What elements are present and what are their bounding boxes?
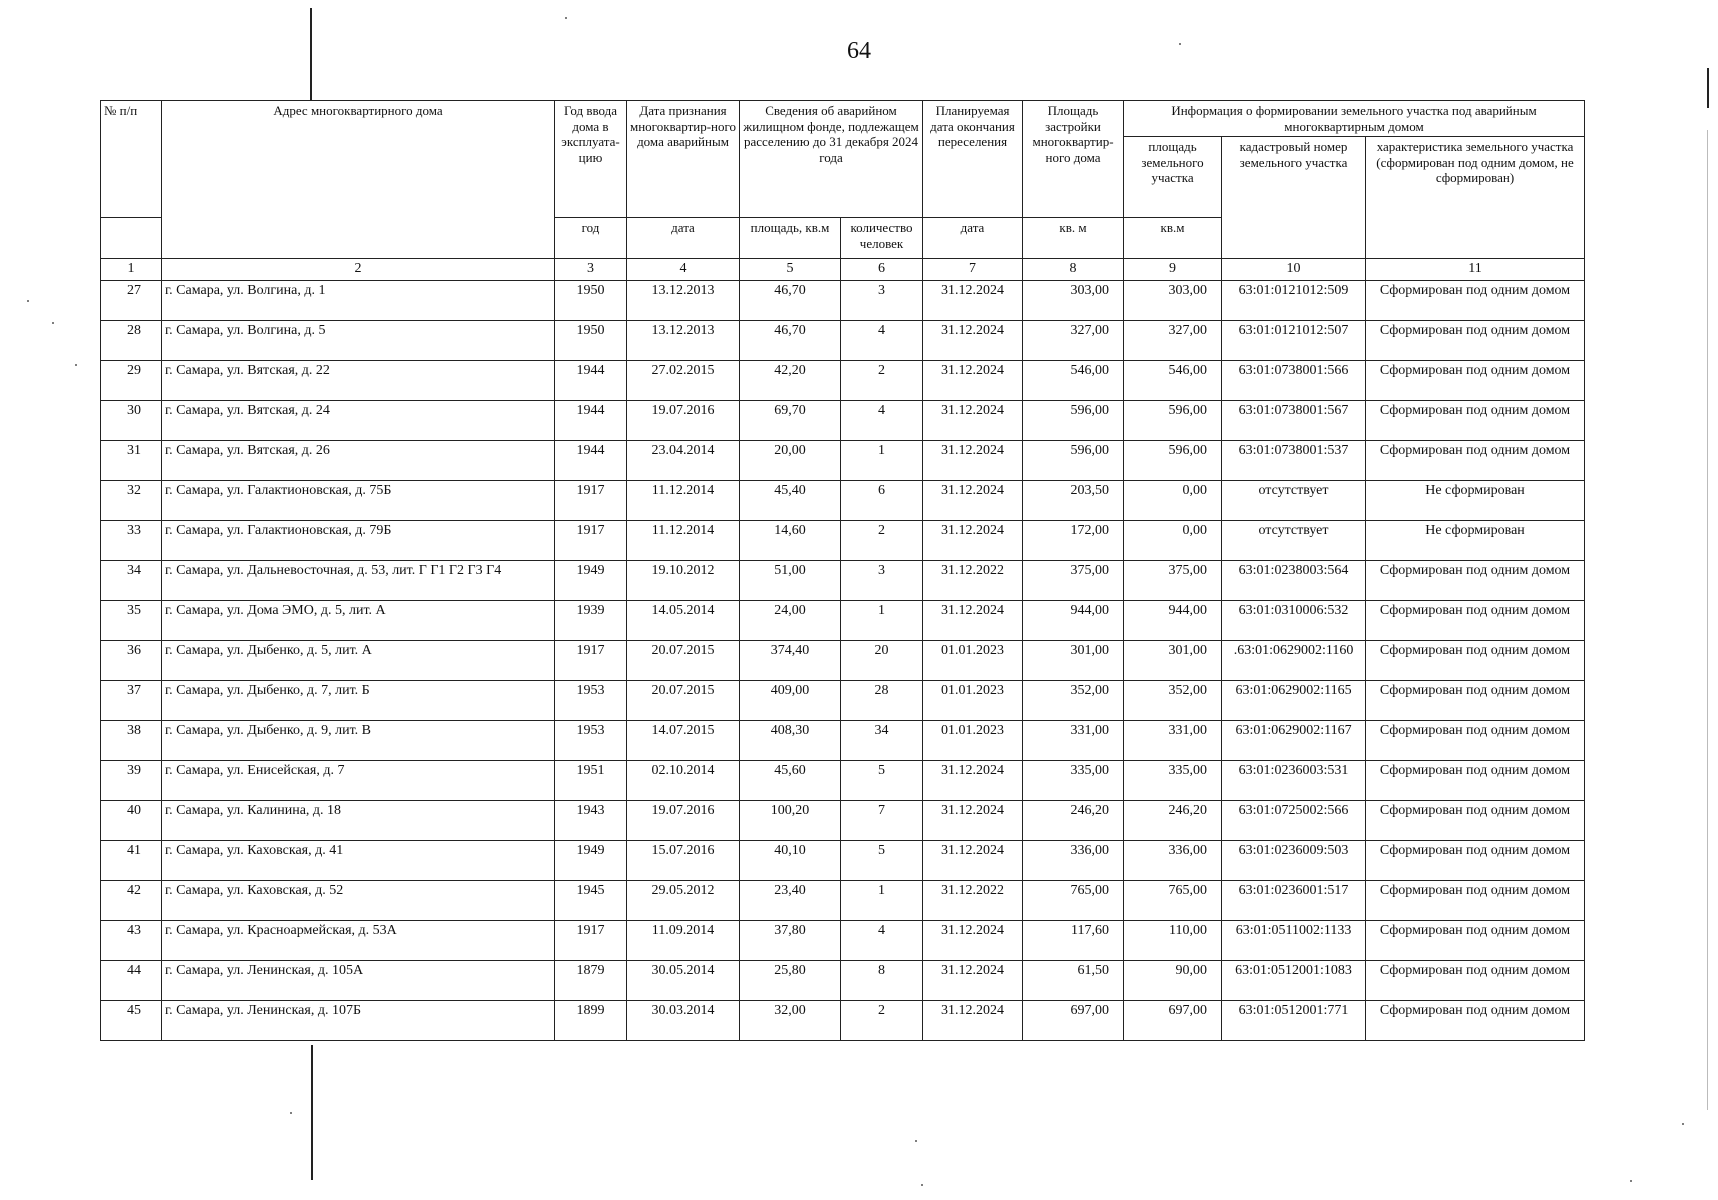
unit-land-area: кв.м	[1124, 218, 1222, 259]
row-cadastral-number: .63:01:0629002:1160	[1222, 641, 1366, 681]
row-people: 5	[841, 841, 923, 881]
row-number: 27	[101, 281, 162, 321]
row-planned-date: 01.01.2023	[923, 721, 1023, 761]
row-address: г. Самара, ул. Галактионовская, д. 79Б	[162, 521, 555, 561]
row-recognized-date: 30.03.2014	[627, 1001, 740, 1041]
row-address: г. Самара, ул. Ленинская, д. 105А	[162, 961, 555, 1001]
row-address: г. Самара, ул. Каховская, д. 52	[162, 881, 555, 921]
row-cadastral-number: 63:01:0121012:509	[1222, 281, 1366, 321]
row-recognized-date: 15.07.2016	[627, 841, 740, 881]
row-land-area: 110,00	[1124, 921, 1222, 961]
row-people: 2	[841, 361, 923, 401]
scan-speck	[75, 364, 77, 366]
row-people: 20	[841, 641, 923, 681]
row-people: 7	[841, 801, 923, 841]
row-cadastral-number: 63:01:0629002:1165	[1222, 681, 1366, 721]
row-planned-date: 31.12.2024	[923, 921, 1023, 961]
row-building-area: 336,00	[1023, 841, 1124, 881]
row-building-area: 944,00	[1023, 601, 1124, 641]
row-year: 1917	[555, 641, 627, 681]
row-area: 409,00	[740, 681, 841, 721]
table-body	[101, 281, 1585, 1041]
row-year: 1950	[555, 321, 627, 361]
scan-speck	[1630, 1180, 1632, 1182]
row-characteristic: Сформирован под одним домом	[1366, 361, 1585, 401]
row-area: 46,70	[740, 281, 841, 321]
row-characteristic: Сформирован под одним домом	[1366, 881, 1585, 921]
table-row	[101, 641, 1585, 681]
row-cadastral-number: отсутствует	[1222, 521, 1366, 561]
row-land-area: 0,00	[1124, 521, 1222, 561]
row-address: г. Самара, ул. Калинина, д. 18	[162, 801, 555, 841]
row-cadastral-number: отсутствует	[1222, 481, 1366, 521]
row-people: 6	[841, 481, 923, 521]
row-planned-date: 01.01.2023	[923, 641, 1023, 681]
row-year: 1950	[555, 281, 627, 321]
column-number: 5	[740, 259, 841, 281]
row-recognized-date: 13.12.2013	[627, 321, 740, 361]
row-land-area: 697,00	[1124, 1001, 1222, 1041]
row-characteristic: Сформирован под одним домом	[1366, 761, 1585, 801]
row-area: 100,20	[740, 801, 841, 841]
row-year: 1899	[555, 1001, 627, 1041]
row-characteristic: Сформирован под одним домом	[1366, 841, 1585, 881]
row-year: 1917	[555, 481, 627, 521]
scan-speck	[1682, 1123, 1684, 1125]
row-number: 36	[101, 641, 162, 681]
row-characteristic: Сформирован под одним домом	[1366, 601, 1585, 641]
row-year: 1944	[555, 361, 627, 401]
row-year: 1943	[555, 801, 627, 841]
header-land-area: площадь земельного участка	[1124, 137, 1222, 218]
header-planned-date: Планируемая дата окончания переселения	[923, 101, 1023, 218]
row-year: 1917	[555, 921, 627, 961]
column-number: 8	[1023, 259, 1124, 281]
scan-speck	[1179, 43, 1181, 45]
unit-building-area: кв. м	[1023, 218, 1124, 259]
row-building-area: 172,00	[1023, 521, 1124, 561]
row-building-area: 335,00	[1023, 761, 1124, 801]
header-year: Год ввода дома в эксплуата-цию	[555, 101, 627, 218]
row-recognized-date: 23.04.2014	[627, 441, 740, 481]
table-row	[101, 321, 1585, 361]
scan-speck	[915, 1140, 917, 1142]
row-planned-date: 31.12.2022	[923, 561, 1023, 601]
row-people: 1	[841, 601, 923, 641]
page-edge-line	[1707, 130, 1708, 1110]
row-number: 44	[101, 961, 162, 1001]
row-cadastral-number: 63:01:0236001:517	[1222, 881, 1366, 921]
row-characteristic: Не сформирован	[1366, 481, 1585, 521]
row-people: 3	[841, 561, 923, 601]
row-characteristic: Сформирован под одним домом	[1366, 961, 1585, 1001]
row-land-area: 944,00	[1124, 601, 1222, 641]
row-recognized-date: 19.07.2016	[627, 401, 740, 441]
row-recognized-date: 30.05.2014	[627, 961, 740, 1001]
row-area: 25,80	[740, 961, 841, 1001]
column-number: 4	[627, 259, 740, 281]
row-recognized-date: 02.10.2014	[627, 761, 740, 801]
column-number: 2	[162, 259, 555, 281]
row-area: 51,00	[740, 561, 841, 601]
row-address: г. Самара, ул. Волгина, д. 5	[162, 321, 555, 361]
table-row	[101, 961, 1585, 1001]
row-building-area: 203,50	[1023, 481, 1124, 521]
row-cadastral-number: 63:01:0310006:532	[1222, 601, 1366, 641]
row-area: 45,40	[740, 481, 841, 521]
row-year: 1953	[555, 681, 627, 721]
row-address: г. Самара, ул. Дыбенко, д. 5, лит. А	[162, 641, 555, 681]
row-year: 1944	[555, 401, 627, 441]
row-address: г. Самара, ул. Дальневосточная, д. 53, лит. Г Г1 Г2 Г3 Г4	[162, 561, 555, 601]
unit-planned: дата	[923, 218, 1023, 259]
row-address: г. Самара, ул. Ленинская, д. 107Б	[162, 1001, 555, 1041]
scan-speck	[565, 17, 567, 19]
row-building-area: 697,00	[1023, 1001, 1124, 1041]
row-area: 20,00	[740, 441, 841, 481]
row-number: 42	[101, 881, 162, 921]
row-area: 408,30	[740, 721, 841, 761]
header-cadastral: кадастровый номер земельного участка	[1222, 137, 1366, 259]
row-cadastral-number: 63:01:0511002:1133	[1222, 921, 1366, 961]
table-row	[101, 561, 1585, 601]
row-planned-date: 31.12.2024	[923, 1001, 1023, 1041]
row-recognized-date: 11.09.2014	[627, 921, 740, 961]
row-recognized-date: 14.05.2014	[627, 601, 740, 641]
row-building-area: 546,00	[1023, 361, 1124, 401]
row-recognized-date: 14.07.2015	[627, 721, 740, 761]
row-planned-date: 31.12.2024	[923, 801, 1023, 841]
table-row	[101, 361, 1585, 401]
row-address: г. Самара, ул. Красноармейская, д. 53А	[162, 921, 555, 961]
row-area: 14,60	[740, 521, 841, 561]
row-characteristic: Не сформирован	[1366, 521, 1585, 561]
scan-artifact-line	[311, 1045, 313, 1180]
emergency-housing-table	[100, 100, 1585, 1041]
row-recognized-date: 11.12.2014	[627, 521, 740, 561]
row-cadastral-number: 63:01:0738001:537	[1222, 441, 1366, 481]
column-number-row	[101, 259, 1585, 281]
row-characteristic: Сформирован под одним домом	[1366, 321, 1585, 361]
row-area: 24,00	[740, 601, 841, 641]
row-planned-date: 31.12.2024	[923, 281, 1023, 321]
row-planned-date: 31.12.2024	[923, 321, 1023, 361]
row-building-area: 765,00	[1023, 881, 1124, 921]
row-building-area: 303,00	[1023, 281, 1124, 321]
row-year: 1949	[555, 561, 627, 601]
row-land-area: 327,00	[1124, 321, 1222, 361]
row-address: г. Самара, ул. Волгина, д. 1	[162, 281, 555, 321]
row-recognized-date: 27.02.2015	[627, 361, 740, 401]
row-area: 37,80	[740, 921, 841, 961]
scan-speck	[290, 1112, 292, 1114]
row-characteristic: Сформирован под одним домом	[1366, 641, 1585, 681]
row-recognized-date: 20.07.2015	[627, 641, 740, 681]
column-number: 11	[1366, 259, 1585, 281]
row-building-area: 352,00	[1023, 681, 1124, 721]
scan-speck	[27, 300, 29, 302]
row-planned-date: 31.12.2024	[923, 401, 1023, 441]
row-land-area: 331,00	[1124, 721, 1222, 761]
row-address: г. Самара, ул. Вятская, д. 26	[162, 441, 555, 481]
row-building-area: 246,20	[1023, 801, 1124, 841]
row-planned-date: 01.01.2023	[923, 681, 1023, 721]
row-number: 43	[101, 921, 162, 961]
row-characteristic: Сформирован под одним домом	[1366, 561, 1585, 601]
row-characteristic: Сформирован под одним домом	[1366, 921, 1585, 961]
row-planned-date: 31.12.2024	[923, 601, 1023, 641]
table-row	[101, 1001, 1585, 1041]
column-number: 7	[923, 259, 1023, 281]
row-area: 69,70	[740, 401, 841, 441]
row-cadastral-number: 63:01:0512001:771	[1222, 1001, 1366, 1041]
row-planned-date: 31.12.2024	[923, 761, 1023, 801]
row-number: 29	[101, 361, 162, 401]
row-number: 40	[101, 801, 162, 841]
row-cadastral-number: 63:01:0238003:564	[1222, 561, 1366, 601]
header-num: № п/п	[101, 101, 162, 218]
row-number: 30	[101, 401, 162, 441]
header-characteristic: характеристика земельного участка (сформирован под одним домом, не сформирован)	[1366, 137, 1585, 259]
row-number: 39	[101, 761, 162, 801]
row-characteristic: Сформирован под одним домом	[1366, 441, 1585, 481]
row-address: г. Самара, ул. Каховская, д. 41	[162, 841, 555, 881]
row-land-area: 375,00	[1124, 561, 1222, 601]
row-cadastral-number: 63:01:0629002:1167	[1222, 721, 1366, 761]
row-year: 1879	[555, 961, 627, 1001]
row-address: г. Самара, ул. Вятская, д. 22	[162, 361, 555, 401]
row-area: 42,20	[740, 361, 841, 401]
row-recognized-date: 13.12.2013	[627, 281, 740, 321]
row-address: г. Самара, ул. Енисейская, д. 7	[162, 761, 555, 801]
row-number: 45	[101, 1001, 162, 1041]
row-number: 32	[101, 481, 162, 521]
row-building-area: 117,60	[1023, 921, 1124, 961]
column-number: 6	[841, 259, 923, 281]
row-people: 1	[841, 441, 923, 481]
row-planned-date: 31.12.2024	[923, 841, 1023, 881]
header-land-plot-info: Информация о формировании земельного участка под аварийным многоквартирным домом	[1124, 101, 1585, 137]
row-cadastral-number: 63:01:0236009:503	[1222, 841, 1366, 881]
table-row	[101, 801, 1585, 841]
row-people: 28	[841, 681, 923, 721]
table-row	[101, 721, 1585, 761]
row-number: 41	[101, 841, 162, 881]
row-year: 1944	[555, 441, 627, 481]
row-land-area: 301,00	[1124, 641, 1222, 681]
unit-area: площадь, кв.м	[740, 218, 841, 259]
row-recognized-date: 20.07.2015	[627, 681, 740, 721]
row-planned-date: 31.12.2024	[923, 441, 1023, 481]
row-land-area: 546,00	[1124, 361, 1222, 401]
row-people: 34	[841, 721, 923, 761]
table-row	[101, 761, 1585, 801]
table-row	[101, 401, 1585, 441]
row-year: 1949	[555, 841, 627, 881]
row-land-area: 90,00	[1124, 961, 1222, 1001]
row-people: 4	[841, 401, 923, 441]
row-planned-date: 31.12.2024	[923, 481, 1023, 521]
row-recognized-date: 19.10.2012	[627, 561, 740, 601]
units-num-empty	[101, 218, 162, 259]
row-characteristic: Сформирован под одним домом	[1366, 1001, 1585, 1041]
row-building-area: 61,50	[1023, 961, 1124, 1001]
row-recognized-date: 11.12.2014	[627, 481, 740, 521]
row-year: 1953	[555, 721, 627, 761]
row-address: г. Самара, ул. Галактионовская, д. 75Б	[162, 481, 555, 521]
row-characteristic: Сформирован под одним домом	[1366, 801, 1585, 841]
row-number: 33	[101, 521, 162, 561]
row-land-area: 335,00	[1124, 761, 1222, 801]
row-land-area: 352,00	[1124, 681, 1222, 721]
row-area: 46,70	[740, 321, 841, 361]
row-planned-date: 31.12.2024	[923, 961, 1023, 1001]
row-year: 1917	[555, 521, 627, 561]
row-cadastral-number: 63:01:0738001:567	[1222, 401, 1366, 441]
table-row	[101, 281, 1585, 321]
row-land-area: 596,00	[1124, 441, 1222, 481]
row-land-area: 246,20	[1124, 801, 1222, 841]
row-address: г. Самара, ул. Дыбенко, д. 7, лит. Б	[162, 681, 555, 721]
page-edge-line	[1707, 68, 1709, 108]
header-emergency-fund: Сведения об аварийном жилищном фонде, подлежащем расселению до 31 декабря 2024 года	[740, 101, 923, 218]
scan-speck	[52, 322, 54, 324]
row-cadastral-number: 63:01:0236003:531	[1222, 761, 1366, 801]
row-cadastral-number: 63:01:0738001:566	[1222, 361, 1366, 401]
column-number: 9	[1124, 259, 1222, 281]
table-row	[101, 481, 1585, 521]
table-row	[101, 441, 1585, 481]
row-address: г. Самара, ул. Вятская, д. 24	[162, 401, 555, 441]
scan-speck	[921, 1184, 923, 1186]
row-characteristic: Сформирован под одним домом	[1366, 281, 1585, 321]
column-number: 1	[101, 259, 162, 281]
row-recognized-date: 29.05.2012	[627, 881, 740, 921]
row-year: 1945	[555, 881, 627, 921]
row-building-area: 596,00	[1023, 401, 1124, 441]
row-number: 37	[101, 681, 162, 721]
row-recognized-date: 19.07.2016	[627, 801, 740, 841]
row-address: г. Самара, ул. Дома ЭМО, д. 5, лит. А	[162, 601, 555, 641]
header-recognized-date: Дата признания многоквартир-ного дома аварийным	[627, 101, 740, 218]
unit-people: количество человек	[841, 218, 923, 259]
row-number: 34	[101, 561, 162, 601]
table-row	[101, 921, 1585, 961]
row-people: 4	[841, 321, 923, 361]
header-address: Адрес многоквартирного дома	[162, 101, 555, 259]
row-building-area: 301,00	[1023, 641, 1124, 681]
row-land-area: 596,00	[1124, 401, 1222, 441]
row-people: 4	[841, 921, 923, 961]
row-number: 31	[101, 441, 162, 481]
row-year: 1939	[555, 601, 627, 641]
row-area: 45,60	[740, 761, 841, 801]
row-people: 1	[841, 881, 923, 921]
row-planned-date: 31.12.2024	[923, 361, 1023, 401]
row-area: 32,00	[740, 1001, 841, 1041]
table-row	[101, 841, 1585, 881]
row-number: 35	[101, 601, 162, 641]
row-land-area: 0,00	[1124, 481, 1222, 521]
row-building-area: 596,00	[1023, 441, 1124, 481]
row-characteristic: Сформирован под одним домом	[1366, 681, 1585, 721]
row-land-area: 303,00	[1124, 281, 1222, 321]
table-row	[101, 521, 1585, 561]
column-number: 10	[1222, 259, 1366, 281]
row-land-area: 336,00	[1124, 841, 1222, 881]
row-building-area: 331,00	[1023, 721, 1124, 761]
unit-year: год	[555, 218, 627, 259]
row-characteristic: Сформирован под одним домом	[1366, 401, 1585, 441]
row-number: 28	[101, 321, 162, 361]
row-land-area: 765,00	[1124, 881, 1222, 921]
page-number: 64	[847, 38, 871, 64]
row-people: 2	[841, 1001, 923, 1041]
header-row	[101, 101, 1585, 137]
unit-recognized: дата	[627, 218, 740, 259]
row-cadastral-number: 63:01:0121012:507	[1222, 321, 1366, 361]
row-number: 38	[101, 721, 162, 761]
row-people: 2	[841, 521, 923, 561]
row-cadastral-number: 63:01:0512001:1083	[1222, 961, 1366, 1001]
row-building-area: 375,00	[1023, 561, 1124, 601]
table-row	[101, 881, 1585, 921]
row-address: г. Самара, ул. Дыбенко, д. 9, лит. В	[162, 721, 555, 761]
row-area: 23,40	[740, 881, 841, 921]
row-planned-date: 31.12.2022	[923, 881, 1023, 921]
row-area: 40,10	[740, 841, 841, 881]
row-planned-date: 31.12.2024	[923, 521, 1023, 561]
row-cadastral-number: 63:01:0725002:566	[1222, 801, 1366, 841]
row-people: 5	[841, 761, 923, 801]
row-people: 8	[841, 961, 923, 1001]
row-year: 1951	[555, 761, 627, 801]
row-people: 3	[841, 281, 923, 321]
row-area: 374,40	[740, 641, 841, 681]
table-row	[101, 601, 1585, 641]
header-building-area: Площадь застройки многоквартир-ного дома	[1023, 101, 1124, 218]
scan-artifact-line	[310, 8, 312, 100]
row-characteristic: Сформирован под одним домом	[1366, 721, 1585, 761]
column-number: 3	[555, 259, 627, 281]
table-row	[101, 681, 1585, 721]
row-building-area: 327,00	[1023, 321, 1124, 361]
